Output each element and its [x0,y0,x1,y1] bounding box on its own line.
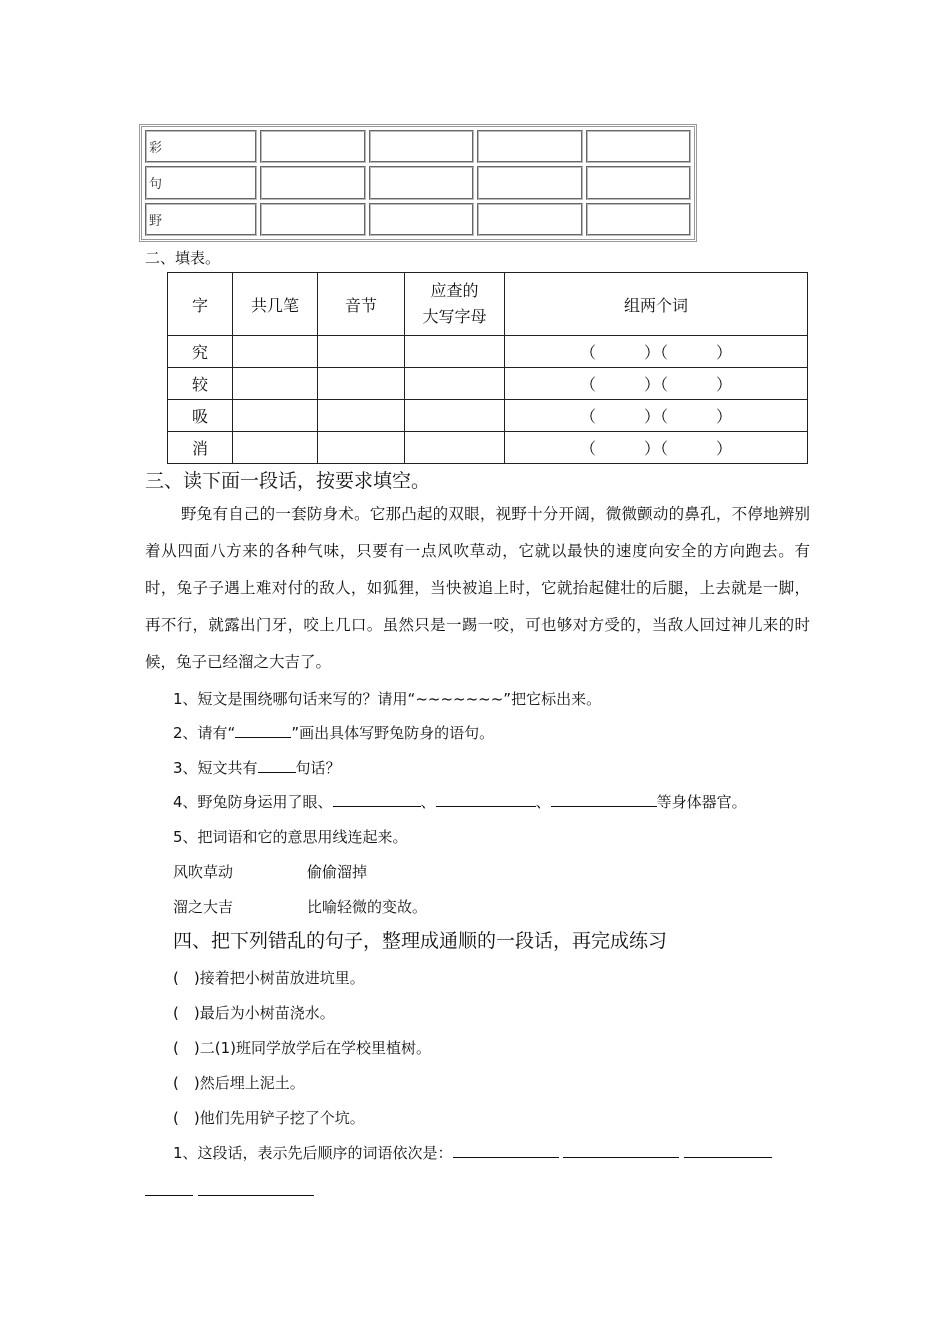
blank-cell[interactable] [405,400,505,432]
words-cell[interactable]: （ ）（ ） [505,336,808,368]
order-item [173,1002,335,1023]
answer-blank[interactable] [145,1181,193,1196]
question-4 [173,791,747,812]
q2-prefix: 2、请有“ [173,724,236,742]
order-bracket[interactable]: ( ) [173,1004,200,1022]
blank-cell[interactable] [260,203,366,236]
fill-table [167,272,808,464]
words-cell[interactable]: （ ）（ ） [505,368,808,400]
q4-prefix: 4、野兔防身运用了眼、 [173,793,333,811]
s4q1-prefix: 1、这段话，表示先后顺序的词语依次是： [173,1144,453,1162]
header-syllable: 音节 [318,273,405,336]
section2-title: 二、填表。 [145,249,221,267]
blank-cell[interactable] [318,432,405,464]
q3-prefix: 3、短文共有 [173,759,258,777]
words-cell[interactable]: （ ）（ ） [505,432,808,464]
q4-separator: 、 [535,793,551,811]
order-item [173,1107,365,1128]
row-char: 较 [168,368,233,400]
blank-cell[interactable] [318,368,405,400]
answer-blank[interactable] [198,1181,314,1196]
blank-cell[interactable] [477,203,583,236]
order-sentence: 他们先用铲子挖了个坑。 [199,1109,365,1127]
blank-cell[interactable] [260,130,366,163]
row-char: 究 [168,336,233,368]
blank-cell[interactable] [477,130,583,163]
answer-blank[interactable] [563,1143,679,1158]
header-char: 字 [168,273,233,336]
table-row [168,400,808,432]
order-sentence: 最后为小树苗浇水。 [199,1004,335,1022]
table-row [145,166,691,199]
order-item [173,967,365,988]
blank-cell[interactable] [586,166,692,199]
character-table [139,124,697,242]
header-capital-line1: 应查的 [430,281,479,300]
section4-question-1 [173,1142,772,1163]
header-words: 组两个词 [505,273,808,336]
blank-cell[interactable] [318,400,405,432]
match-right-item: 比喻轻微的变故。 [307,898,428,916]
section4-title: 四、把下列错乱的句子，整理成通顺的一段话，再完成练习 [173,930,668,952]
blank-cell[interactable] [586,130,692,163]
order-bracket[interactable]: ( ) [173,1039,200,1057]
answer-blank[interactable] [453,1143,559,1158]
answer-blank[interactable] [333,792,421,807]
blank-cell[interactable] [233,432,318,464]
question-1: 1、短文是围绕哪句话来写的？请用“~~~~~~~”把它标出来。 [173,690,602,708]
table-row [168,368,808,400]
row-char: 句 [145,166,257,199]
order-sentence: 然后埋上泥土。 [199,1074,305,1092]
q2-suffix: ”画出具体写野兔防身的语句。 [291,724,495,742]
order-sentence: 二(1)班同学放学后在学校里植树。 [199,1039,431,1057]
order-bracket[interactable]: ( ) [173,1109,200,1127]
row-char: 吸 [168,400,233,432]
table-row [145,130,691,163]
blank-cell[interactable] [233,400,318,432]
section3-title: 三、读下面一段话，按要求填空。 [145,470,431,492]
answer-blank[interactable] [551,792,657,807]
blank-cell[interactable] [260,166,366,199]
blank-cell[interactable] [369,203,475,236]
blank-cell[interactable] [233,336,318,368]
table-row [168,432,808,464]
order-item [173,1037,431,1058]
blank-cell[interactable] [405,336,505,368]
answer-blank[interactable] [684,1143,772,1158]
table-row [168,336,808,368]
header-row [168,273,808,336]
blank-cell[interactable] [369,130,475,163]
q4-separator: 、 [420,793,436,811]
question-2 [173,722,494,743]
underline-blank[interactable] [235,723,291,738]
blank-cell[interactable] [586,203,692,236]
order-sentence: 接着把小树苗放进坑里。 [199,969,365,987]
table-row [145,203,691,236]
order-item [173,1072,305,1093]
blank-cell[interactable] [405,432,505,464]
header-capital [405,273,505,336]
passage: 野兔有自己的一套防身术。它那凸起的双眼，视野十分开阔，微微颤动的鼻孔，不停地辨别着从四面八方来的各种气味，只要有一点风吹草动，它就以最快的速度向安全的方向跑去。有时，兔子子遇上难对付的敌人，如狐狸，当快被追上时，它就抬起健壮的后腿，上去就是一脚，再不行，就露出门牙，咬上几口。虽然只是一踢一咬，可也够对方受的，当敌人回过神儿来的时候，兔子已经溜之大吉了。 [145,505,810,671]
question-3 [173,757,341,778]
blank-cell[interactable] [477,166,583,199]
blank-cell[interactable] [233,368,318,400]
row-char: 消 [168,432,233,464]
order-bracket[interactable]: ( ) [173,1074,200,1092]
answer-blank[interactable] [436,792,536,807]
answer-blank[interactable] [258,758,296,773]
blank-cell[interactable] [369,166,475,199]
match-right-item: 偷偷溜掉 [307,863,368,881]
blank-cell[interactable] [318,336,405,368]
row-char: 野 [145,203,257,236]
row-char: 彩 [145,130,257,163]
question-5: 5、把词语和它的意思用线连起来。 [173,828,408,846]
words-cell[interactable]: （ ）（ ） [505,400,808,432]
match-left-item: 溜之大吉 [173,898,234,916]
header-capital-line2: 大写字母 [422,307,487,326]
q4-suffix: 等身体器官。 [656,793,747,811]
header-strokes: 共几笔 [233,273,318,336]
q3-suffix: 句话？ [295,759,341,777]
blank-cell[interactable] [405,368,505,400]
order-bracket[interactable]: ( ) [173,969,200,987]
match-left-item: 风吹草动 [173,863,234,881]
